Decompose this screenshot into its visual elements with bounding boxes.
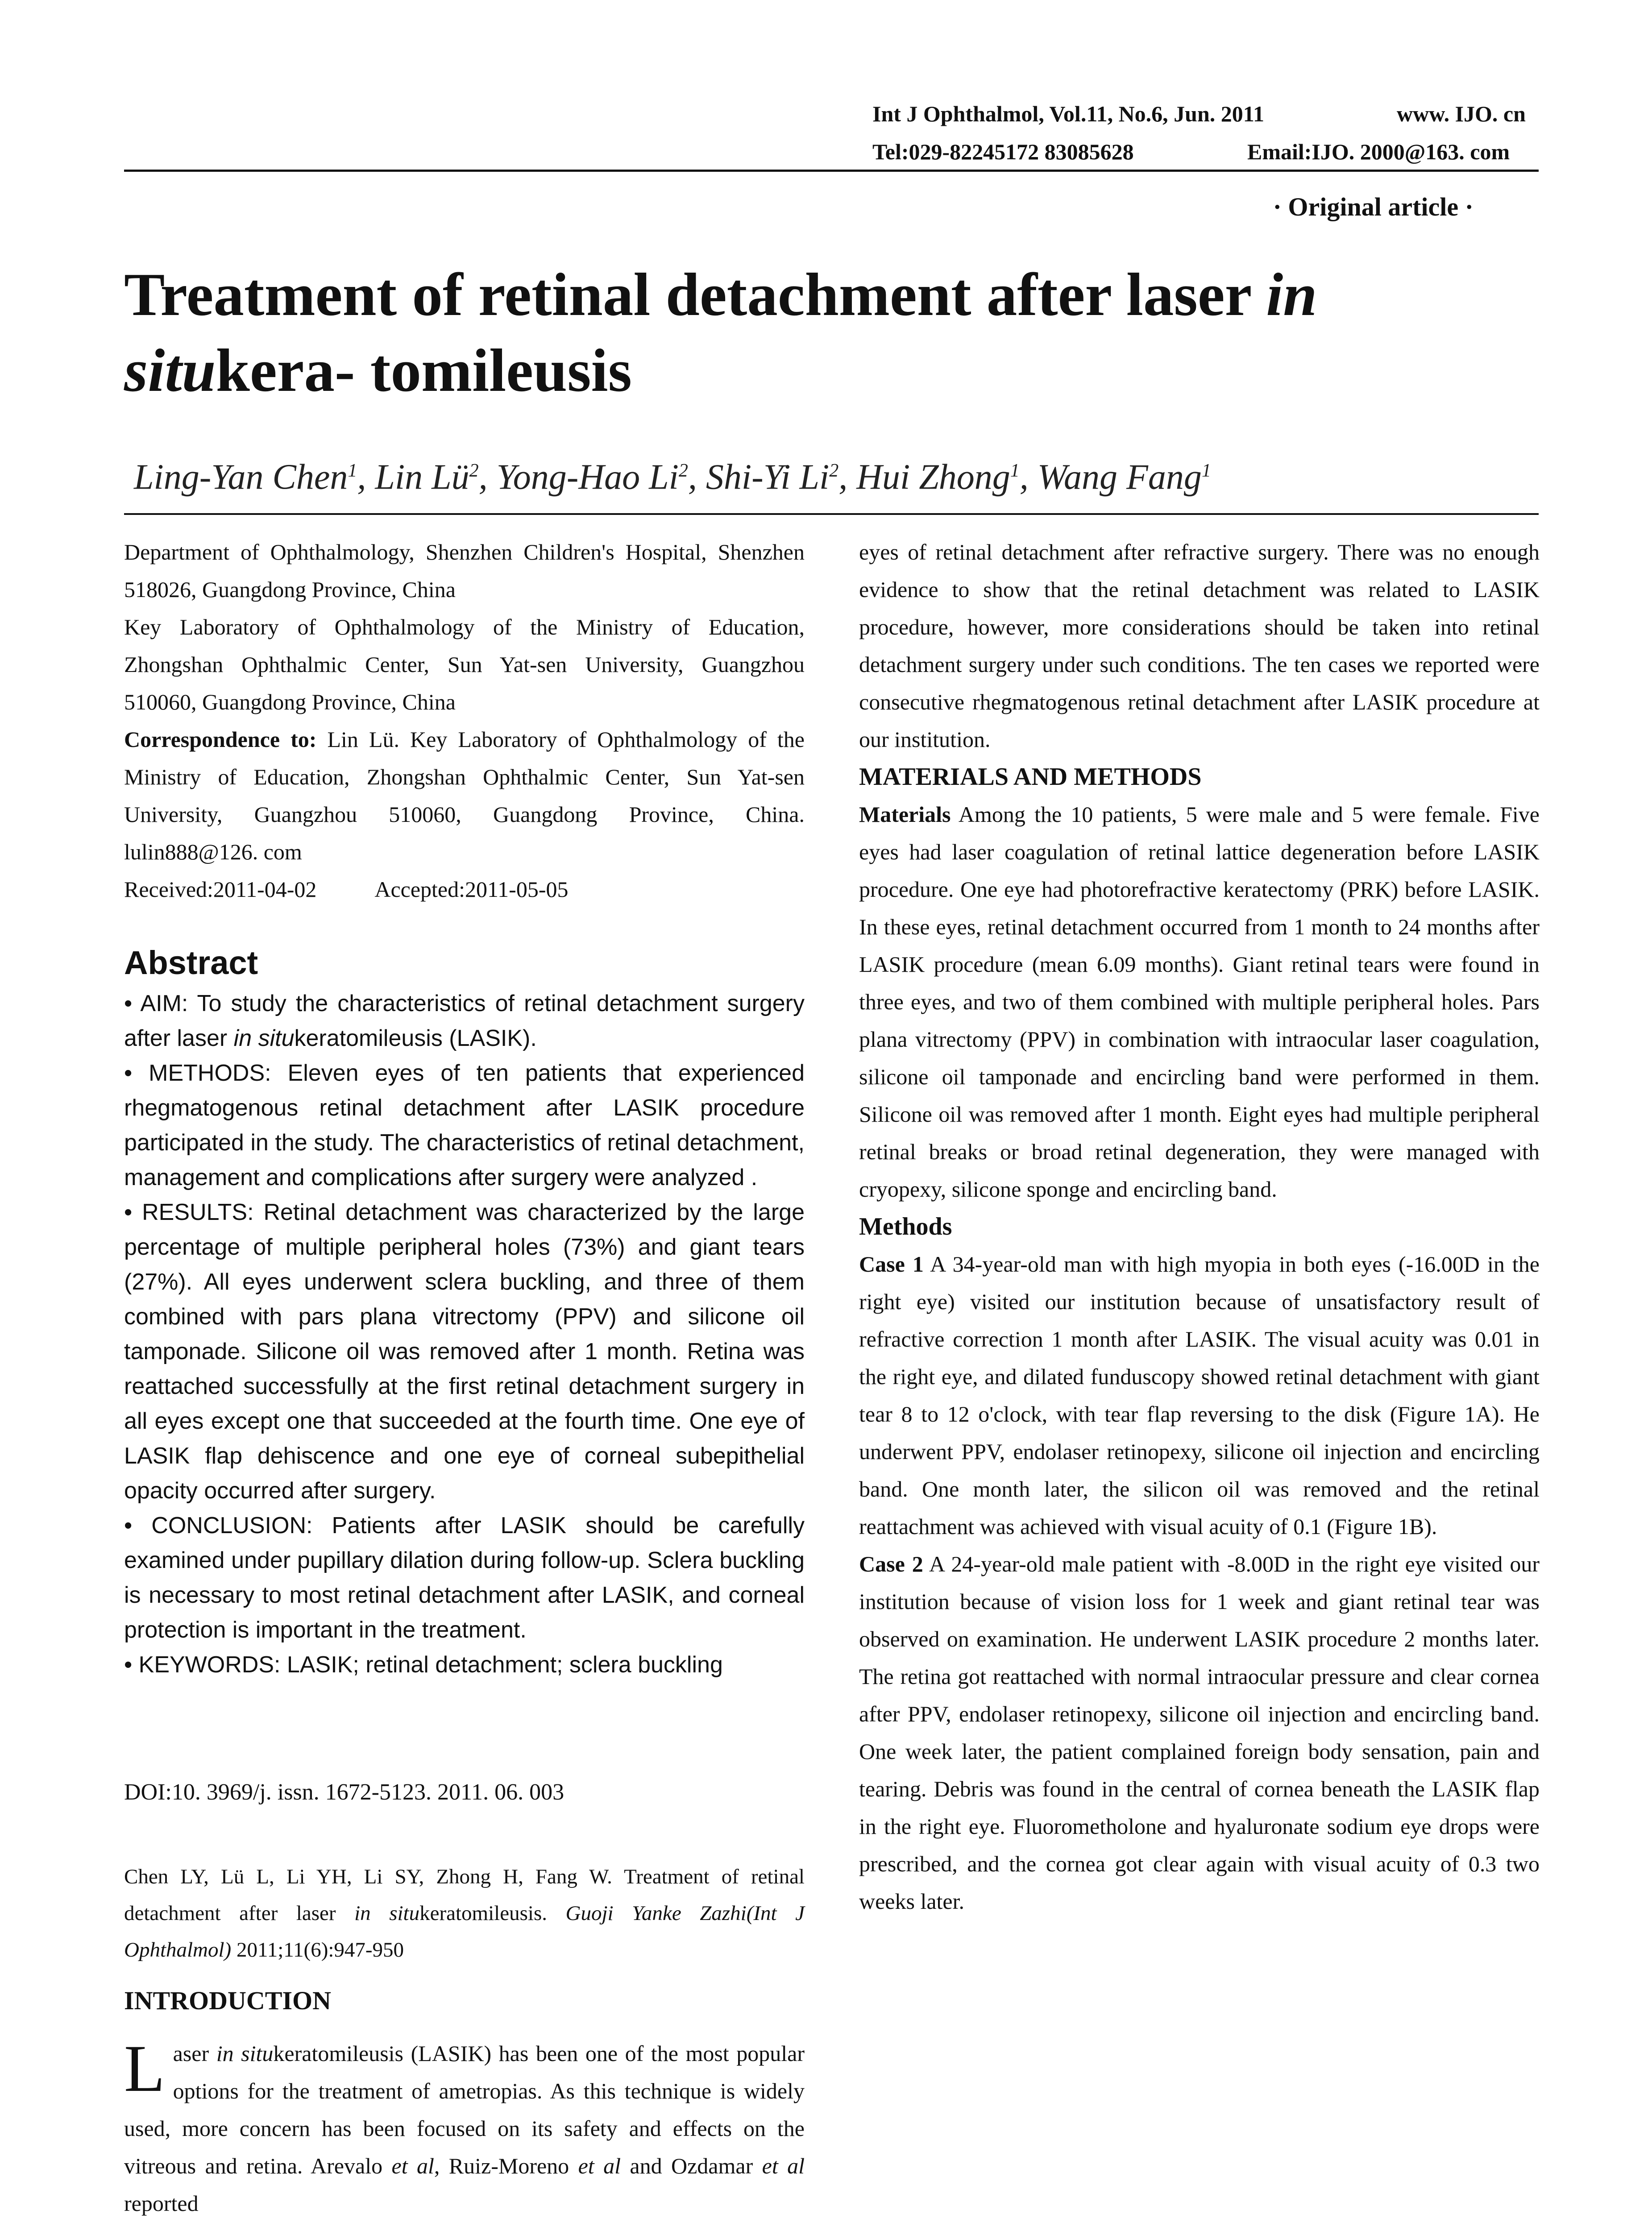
author-affiliation-mark: 2 [678, 460, 688, 481]
journal-telephone: Tel:029-82245172 83085628 [872, 139, 1134, 164]
author-affiliation-mark: 2 [829, 460, 839, 481]
intro-text-4: and Ozdamar [620, 2153, 762, 2178]
author: Ling-Yan Chen [134, 457, 348, 497]
aim-text: To study the characteristics of retinal detachment surgery after laser [124, 991, 805, 1051]
abstract-body [124, 986, 805, 1682]
keywords-text: LASIK; retinal detachment; sclera buckling [280, 1652, 723, 1678]
abstract-methods [124, 1056, 805, 1195]
et-al: et al [578, 2153, 621, 2178]
title-italic: in situ [124, 261, 1317, 404]
conclusion-label: • CONCLUSION: [124, 1513, 313, 1538]
methods-heading: MATERIALS AND METHODS [859, 763, 1202, 791]
correspondence-text: Lin Lü. Key Laboratory of Ophthalmology of the Ministry of Education, Zhongshan Ophthalmic Center, Sun Yat-sen University, Guangzhou 510060, Guangdong Province, China. lulin888@126. com [124, 727, 805, 864]
materials-text: Among the 10 patients, 5 were male and 5 were female. Five eyes had laser coagulation of retinal lattice degeneration before LASIK procedure. One eye had photorefractive keratectomy (PRK) before LASIK. In these eyes, retinal detachment occurred from 1 month to 24 months after LASIK procedure (mean 6.09 months). Giant retinal tears were found in three eyes, and two of them combined with multiple peripheral holes. Pars plana vitrectomy (PPV) in combination with intraocular laser coagulation, silicone oil tamponade and encircling band were performed in them. Silicone oil was removed after 1 month. Eight eyes had multiple peripheral retinal breaks or broad retinal degeneration, they were managed with cryopexy, silicone sponge and encircling band. [859, 802, 1540, 1202]
journal-website[interactable]: www. IJO. cn [1397, 101, 1526, 126]
title-text-end: kera- tomileusis [216, 336, 632, 404]
aim-text-end: keratomileusis (LASIK). [294, 1025, 537, 1051]
intro-text: aser [173, 2041, 216, 2066]
header-rule [124, 170, 1539, 172]
author: Shi-Yi Li [706, 457, 830, 497]
author-affiliation-mark: 1 [1201, 460, 1211, 481]
conclusion-text: Patients after LASIK should be carefully examined under pupillary dilation during follow-up. Sclera buckling is necessary to most retinal detachment after LASIK, and corneal protection is important in the treatment. [124, 1513, 805, 1643]
methods-label: • METHODS: [124, 1060, 271, 1086]
abstract-keywords [124, 1647, 805, 1682]
affiliations-block [124, 533, 805, 908]
received-date: Received:2011-04-02 [124, 877, 317, 902]
aim-label: • AIM: [124, 991, 188, 1016]
case-2-label: Case 2 [859, 1551, 923, 1576]
materials-paragraph [859, 796, 1540, 1208]
doi[interactable]: DOI:10. 3969/j. issn. 1672-5123. 2011. 06. 003 [124, 1779, 565, 1805]
case-1-paragraph [859, 1245, 1540, 1545]
affiliation-1: Department of Ophthalmology, Shenzhen Children's Hospital, Shenzhen 518026, Guangdong Province, China [124, 539, 805, 602]
et-al: et al [391, 2153, 434, 2178]
journal-citation-header: Int J Ophthalmol, Vol.11, No.6, Jun. 2011 [872, 101, 1265, 126]
keywords-label: • KEYWORDS: [124, 1652, 281, 1678]
citation-block [124, 1858, 805, 1968]
abstract-results [124, 1195, 805, 1508]
citation-journal: Guoji Yanke Zazhi(Int J Ophthalmol) [124, 1902, 805, 1961]
abstract-conclusion [124, 1508, 805, 1647]
intro-text-2: keratomileusis (LASIK) has been one of the most popular options for the treatment of ametropias. As this technique is widely used, more concern has been focused on its safety and effects on the vitreous and retina. Arevalo [124, 2041, 805, 2178]
citation-volume: 2011;11(6):947-950 [231, 1938, 404, 1961]
correspondence [124, 721, 805, 871]
results-label: • RESULTS: [124, 1199, 254, 1225]
title-text: Treatment of retinal detachment after laser [124, 261, 1266, 328]
journal-email[interactable]: Email:IJO. 2000@163. com [1247, 139, 1510, 164]
intro-italic: in situ [216, 2041, 274, 2066]
intro-text-3: , Ruiz-Moreno [434, 2153, 578, 2178]
citation-text: Chen LY, Lü L, Li YH, Li SY, Zhong H, Fang W. Treatment of retinal detachment after laser [124, 1865, 805, 1925]
abstract-heading: Abstract [124, 944, 258, 981]
citation-text-2: keratomileusis. [419, 1902, 566, 1925]
author-list: Ling-Yan Chen$^1$, Lin $Lü^2$, Yong-Hao Li$^2$, Shi-Yi Li$^2$, Hui Zhong$^1$, Wang Fang$^1$ [134, 457, 1211, 497]
author: Wang Fang [1037, 457, 1202, 497]
accepted-date: Accepted:2011-05-05 [374, 877, 569, 902]
author: Hui Zhong [856, 457, 1010, 497]
case-2-text: A 24-year-old male patient with -8.00D in the right eye visited our institution because of vision loss for 1 week and giant retinal tear was observed on examination. He underwent LASIK procedure 2 months later. The retina got reattached with normal intraocular pressure and clear cornea after PPV, endolaser retinopexy, silicone oil injection and encircling band. One week later, the patient complained foreign body sensation, pain and tearing. Debris was found in the central of cornea beneath the LASIK flap in the right eye. Fluorometholone and hyaluronate sodium eye drops were prescribed, and the cornea got clear again with visual acuity of 0.3 two weeks later. [859, 1551, 1540, 1914]
case-2-paragraph [859, 1545, 1540, 1920]
et-al: et al [762, 2153, 805, 2178]
case-1-label: Case 1 [859, 1252, 924, 1277]
introduction-body [124, 2032, 805, 2222]
methods-subheading: Methods [859, 1213, 952, 1240]
right-column [859, 533, 1540, 1920]
methods-text: Eleven eyes of ten patients that experienced rhegmatogenous retinal detachment after LASIK procedure participated in the study. The characteristics of retinal detachment, management and complications after surgery were analyzed . [124, 1060, 805, 1190]
dates [124, 871, 805, 908]
abstract-aim [124, 986, 805, 1056]
drop-cap: L [124, 2032, 165, 2106]
author-affiliation-mark: 1 [348, 460, 357, 481]
affiliation-2: Key Laboratory of Ophthalmology of the Ministry of Education, Zhongshan Ophthalmic Center, Sun Yat-sen University, Guangzhou 510060, Guangdong Province, China [124, 614, 805, 714]
author-affiliation-mark: 2 [469, 460, 479, 481]
author-rule [124, 513, 1539, 515]
author: Yong-Hao Li [496, 457, 679, 497]
materials-label: Materials [859, 802, 951, 827]
article-type-label: · Original article · [1273, 192, 1474, 221]
case-1-text: A 34-year-old man with high myopia in both eyes (-16.00D in the right eye) visited our institution because of unsatisfactory result of refractive correction 1 month after LASIK. The visual acuity was 0.01 in the right eye, and dilated funduscopy showed retinal detachment with giant tear 8 to 12 o'clock, with tear flap reversing to the disk (Figure 1A). He underwent PPV, endolaser retinopexy, silicone oil injection and encircling band. One month later, the silicon oil was removed and the retinal reattachment was achieved with visual acuity of 0.1 (Figure 1B). [859, 1252, 1540, 1539]
intro-text-5: reported [124, 2191, 199, 2216]
results-text: Retinal detachment was characterized by the large percentage of multiple peripheral holes (73%) and giant tears (27%). All eyes underwent sclera buckling, and three of them combined with pars plana vitrectomy (PPV) and silicone oil tamponade. Silicone oil was removed after 1 month. Retina was reattached successfully at the first retinal detachment surgery in all eyes except one that succeeded at the fourth time. One eye of LASIK flap dehiscence and one eye of corneal subepithelial opacity occurred after surgery. [124, 1199, 805, 1504]
author-affiliation-mark: 1 [1010, 460, 1020, 481]
citation-italic: in situ [354, 1902, 420, 1925]
article-title [124, 257, 1539, 408]
introduction-heading: INTRODUCTION [124, 1986, 332, 2015]
aim-italic: in situ [233, 1025, 295, 1051]
correspondence-label: Correspondence to: [124, 727, 317, 752]
intro-continuation: eyes of retinal detachment after refractive surgery. There was no enough evidence to show that the retinal detachment was related to LASIK procedure, however, more considerations should be taken into retinal detachment surgery under such conditions. The ten cases we reported were consecutive rhegmatogenous retinal detachment after LASIK procedure at our institution. [859, 539, 1540, 752]
author: Lin Lü [375, 457, 469, 497]
